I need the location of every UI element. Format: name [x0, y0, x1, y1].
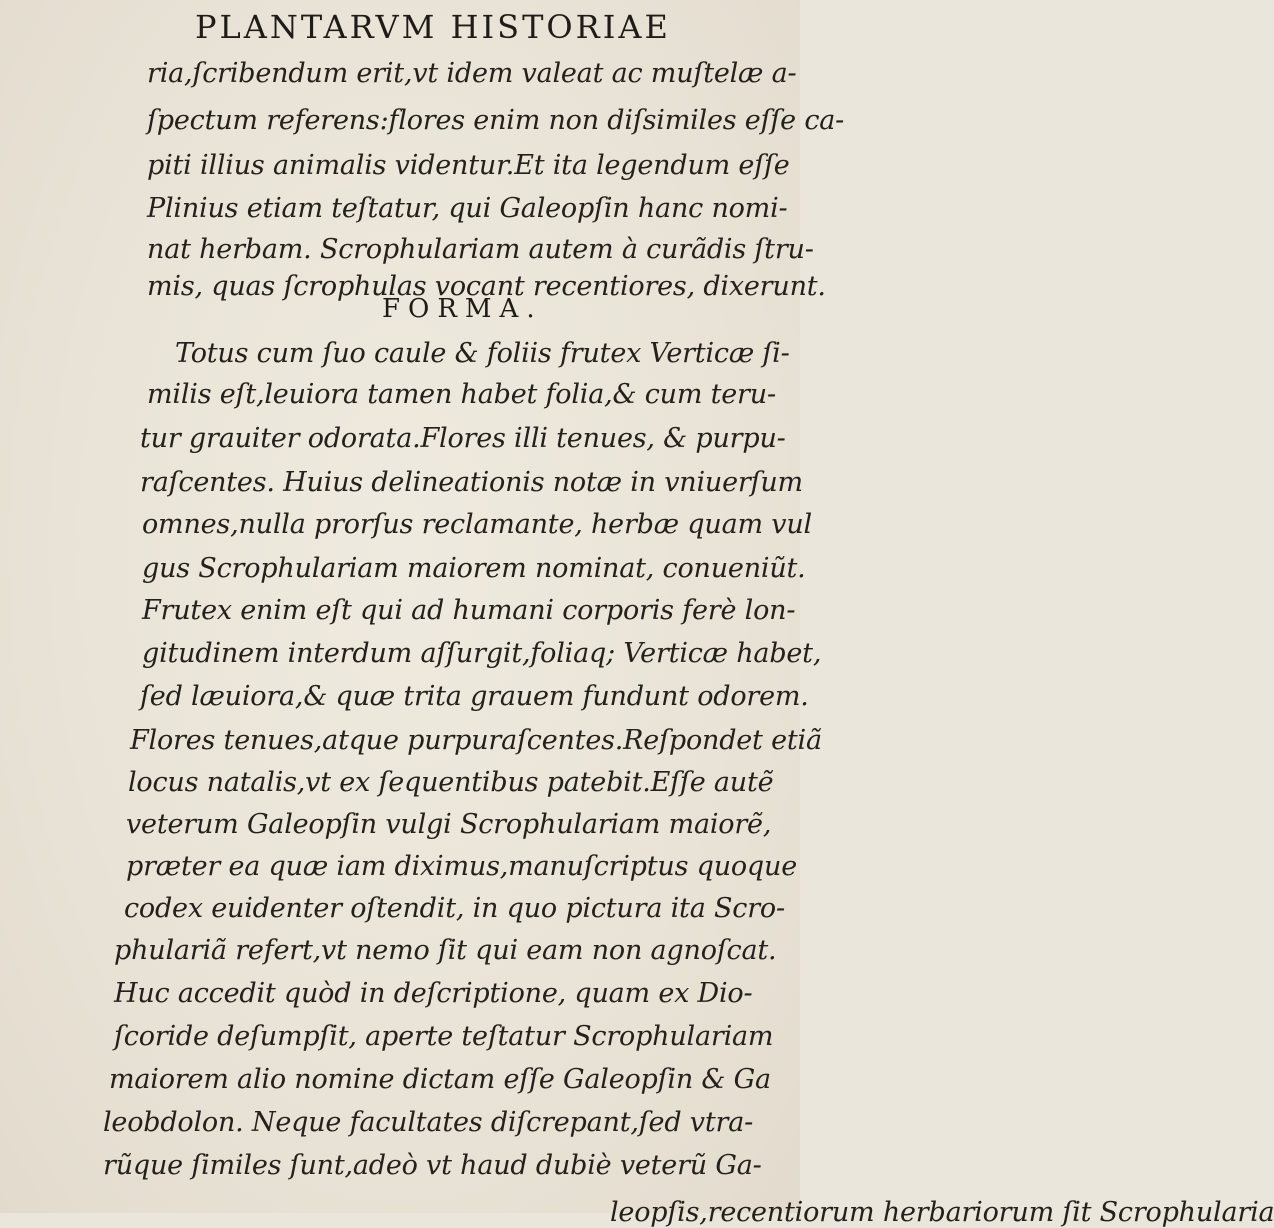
text-line: maiorem alio nomine dictam eſſe Galeopſin & Ga	[109, 1064, 771, 1095]
text-line: gitudinem interdum aſſurgit,foliaq; Verticæ habet,	[142, 638, 822, 669]
text-line: piti illius animalis videntur.Et ita legendum eſſe	[147, 150, 790, 181]
text-line: leopſis,recentiorum herbariorum ſit Scrophularia	[610, 1197, 1274, 1228]
text-line: Frutex enim eſt qui ad humani corporis ferè lon-	[142, 595, 796, 626]
text-line: ſpectum referens:flores enim non diſsimiles eſſe ca-	[147, 105, 845, 136]
text-line: rũque ſimiles ſunt,adeò vt haud dubiè veterũ Ga-	[103, 1150, 762, 1181]
text-line: ſcoride deſumpſit, aperte teſtatur Scrophulariam	[114, 1021, 774, 1052]
text-line: Flores tenues,atque purpuraſcentes.Reſpondet etiã	[130, 725, 822, 756]
text-line: præter ea quæ iam diximus,manuſcriptus quoque	[126, 851, 797, 882]
text-line: mis, quas ſcrophulas vocant recentiores, dixerunt.	[147, 271, 826, 302]
text-line: Huc accedit quòd in deſcriptione, quam ex Dio-	[114, 978, 753, 1009]
text-line: leobdolon. Neque facultates diſcrepant,ſed vtra-	[103, 1107, 754, 1138]
text-line: tur grauiter odorata.Flores illi tenues, & purpu-	[140, 423, 786, 454]
text-line: gus Scrophulariam maiorem nominat, conueniũt.	[142, 553, 806, 584]
section-title: FORMA.	[382, 294, 543, 324]
text-line: phulariã refert,vt nemo ſit qui eam non agnoſcat.	[114, 935, 777, 966]
text-line: ſed læuiora,& quæ trita grauem fundunt odorem.	[140, 681, 809, 712]
text-line: codex euidenter oſtendit, in quo pictura ita Scro-	[124, 893, 785, 924]
text-line: milis eſt,leuiora tamen habet folia,& cum teru-	[147, 379, 776, 410]
text-line: Plinius etiam teſtatur, qui Galeopſin hanc nomi-	[147, 193, 788, 224]
running-head: PLANTARVM HISTORIAE	[195, 8, 671, 46]
text-line: nat herbam. Scrophulariam autem à curãdis ſtru-	[147, 234, 814, 265]
text-line: omnes,nulla prorſus reclamante, herbæ quam vul	[142, 509, 812, 540]
text-line: veterum Galeopſin vulgi Scrophulariam maiorẽ,	[126, 809, 772, 840]
text-line: Totus cum ſuo caule & foliis frutex Verticæ ſi-	[175, 338, 790, 369]
text-line: ria,ſcribendum erit,vt idem valeat ac muſtelæ a-	[147, 58, 797, 89]
text-line: locus natalis,vt ex ſequentibus patebit.Eſſe autẽ	[128, 767, 774, 798]
text-line: raſcentes. Huius delineationis notæ in vniuerſum	[140, 467, 803, 498]
